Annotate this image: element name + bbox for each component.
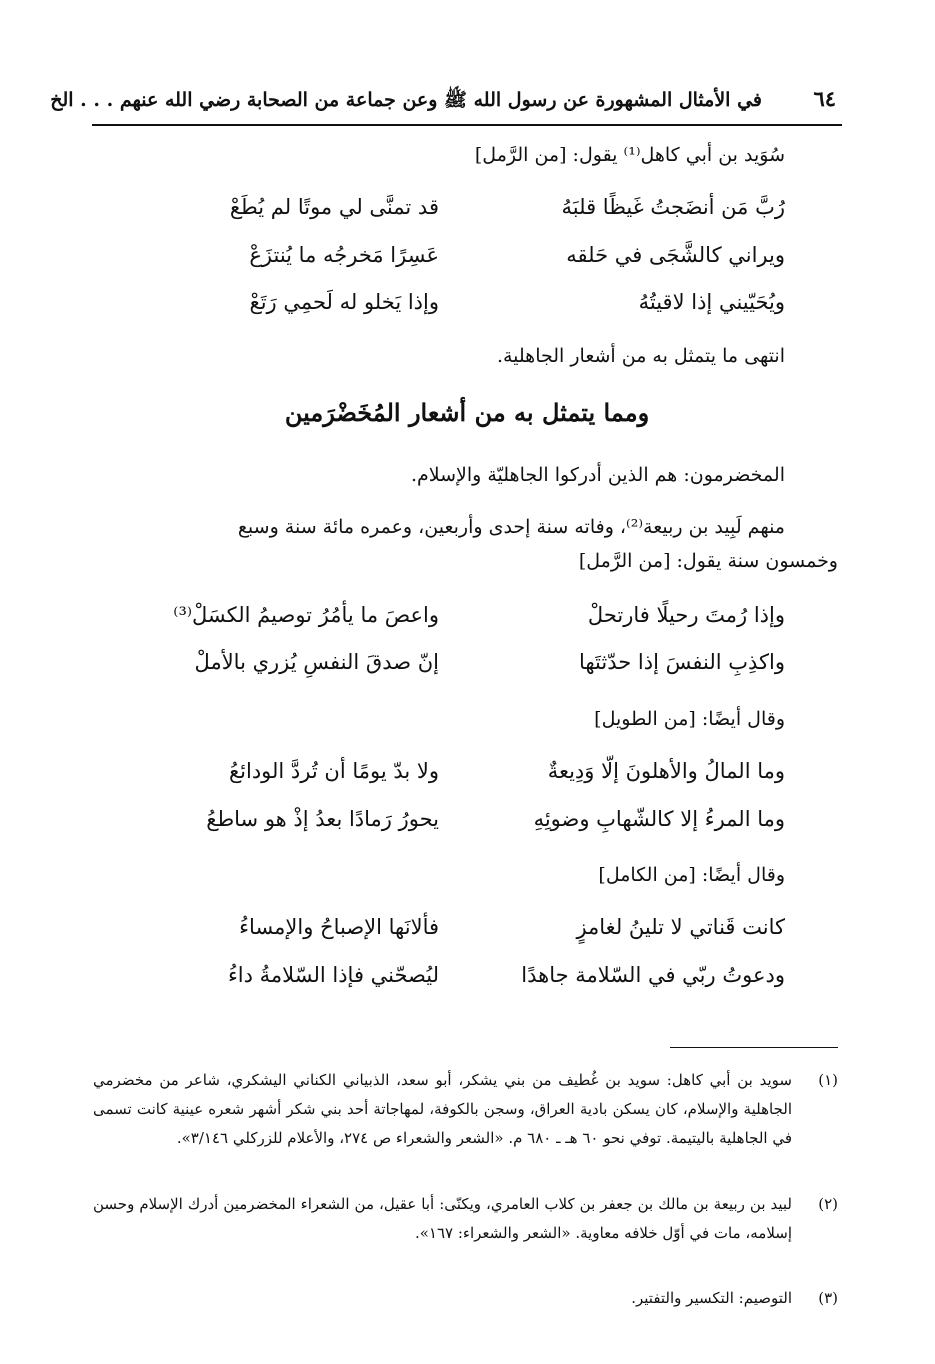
poem2-verse2-first-hemistich: واكذِبِ النفسَ إذا حدّثتَها bbox=[578, 650, 785, 674]
footnote-1 bbox=[93, 1066, 838, 1186]
poem3-verse2-second-hemistich: يحورُ رَمادًا بعدُ إذْ هو ساطعُ bbox=[206, 807, 439, 831]
poem4-verse2-first-hemistich: ودعوتُ ربّي في السّلامة جاهدًا bbox=[521, 963, 785, 987]
poem3-verse2-first-hemistich: وما المرءُ إلا كالشّهابِ وضوئِهِ bbox=[533, 807, 785, 831]
running-header bbox=[50, 84, 842, 118]
poem1-intro: سُوَيد بن أبي كاهل⁽¹⁾ يقول: [من الرَّمل] bbox=[474, 144, 785, 166]
footnote-text: سويد بن أبي كاهل: سويد بن غُطيف من بني يشكر، أبو سعد، الذبياني الكناني اليشكري، شاعر من مخضرمي الجاهلية والإسلام، كان يسكن بادية العراق، وسجن بالكوفة، لمهاجاتة أحد بني شكر أشهر شعره عينية كانت تسمى في الجاهلية باليتيمة. توفي نحو ٦٠ هـ ـ ٦٨٠ م. «الشعر والشعراء ص ٢٧٤، والأعلام للزركلي ٣/١٤٦». bbox=[93, 1071, 792, 1147]
running-title: في الأمثال المشهورة عن رسول الله ﷺ وعن جماعة من الصحابة رضي الله عنهم . . . الخ bbox=[50, 89, 762, 111]
poem1-verse2-first-hemistich: ويراني كالشَّجَى في حَلقه bbox=[566, 243, 785, 267]
poem1-verse3-first-hemistich: ويُحَيّيني إذا لاقيتُهُ bbox=[638, 290, 785, 314]
footnote-2 bbox=[93, 1190, 838, 1282]
footnote-number: (٢) bbox=[818, 1195, 838, 1213]
page-number: ٦٤ bbox=[813, 86, 836, 111]
poem3-verse1-first-hemistich: وما المالُ والأهلونَ إلّا وَدِيعةٌ bbox=[547, 759, 785, 783]
poem1-verse3-second-hemistich: وإذا يَخلو له لَحمِي رَتَعْ bbox=[249, 290, 439, 314]
labid-paragraph-line2: وخمسون سنة يقول: [من الرَّمل] bbox=[578, 550, 838, 572]
poem3-intro: وقال أيضًا: [من الطويل] bbox=[594, 708, 785, 730]
poem1-closing: انتهى ما يتمثل به من أشعار الجاهلية. bbox=[496, 345, 785, 367]
footnote-text: لبيد بن ربيعة بن مالك بن جعفر بن كلاب العامري، ويكنّى: أبا عقيل، من الشعراء المخضرمين أدرك الإسلام وحسن إسلامه، مات في أوّل خلافه معاوية. «الشعر والشعراء: ١٦٧». bbox=[93, 1195, 792, 1242]
poem4-verse1-first-hemistich: كانت قَناتي لا تلينُ لغامزٍ bbox=[576, 915, 785, 939]
footnote-text: التوصيم: التكسير والتفتير. bbox=[631, 1289, 792, 1307]
poem2-verse2-second-hemistich: إنّ صدقَ النفسِ يُزري بالأملْ bbox=[194, 650, 439, 674]
footnote-3 bbox=[93, 1284, 838, 1316]
poem2-verse1-second-hemistich: واعصَ ما يأمُرُ توصيمُ الكسَلْ⁽³⁾ bbox=[173, 603, 439, 627]
labid-paragraph-line1: منهم لَبِيد بن ربيعة⁽²⁾، وفاته سنة إحدى وأربعين، وعمره مائة سنة وسبع bbox=[237, 516, 785, 538]
poem3-verse1-second-hemistich: ولا بدّ يومًا أن تُردَّ الودائعُ bbox=[228, 759, 439, 783]
footnote-number: (١) bbox=[818, 1071, 838, 1089]
footnote-separator bbox=[670, 1047, 838, 1048]
poem1-verse1-second-hemistich: قد تمنَّى لي موتًا لم يُطَعْ bbox=[229, 195, 439, 219]
poem1-verse1-first-hemistich: رُبَّ مَن أنضَجتُ غَيظًا قلبَهُ bbox=[561, 195, 785, 219]
header-rule bbox=[92, 124, 842, 126]
poem4-intro: وقال أيضًا: [من الكامل] bbox=[598, 864, 785, 886]
poem4-verse2-second-hemistich: ليُصحّني فإذا السّلامةُ داءُ bbox=[227, 963, 439, 987]
poem2-verse1-first-hemistich: وإذا رُمتَ رحيلًا فارتحلْ bbox=[587, 603, 785, 627]
definition-paragraph: المخضرمون: هم الذين أدركوا الجاهليّة والإسلام. bbox=[410, 464, 785, 486]
footnote-number: (٣) bbox=[818, 1289, 838, 1307]
section-heading: ومما يتمثل به من أشعار المُخَضْرَمين bbox=[284, 398, 650, 427]
poem1-verse2-second-hemistich: عَسِرًا مَخرجُه ما يُنتزَعْ bbox=[249, 243, 439, 267]
poem4-verse1-second-hemistich: فألانَها الإصباحُ والإمساءُ bbox=[239, 915, 439, 939]
